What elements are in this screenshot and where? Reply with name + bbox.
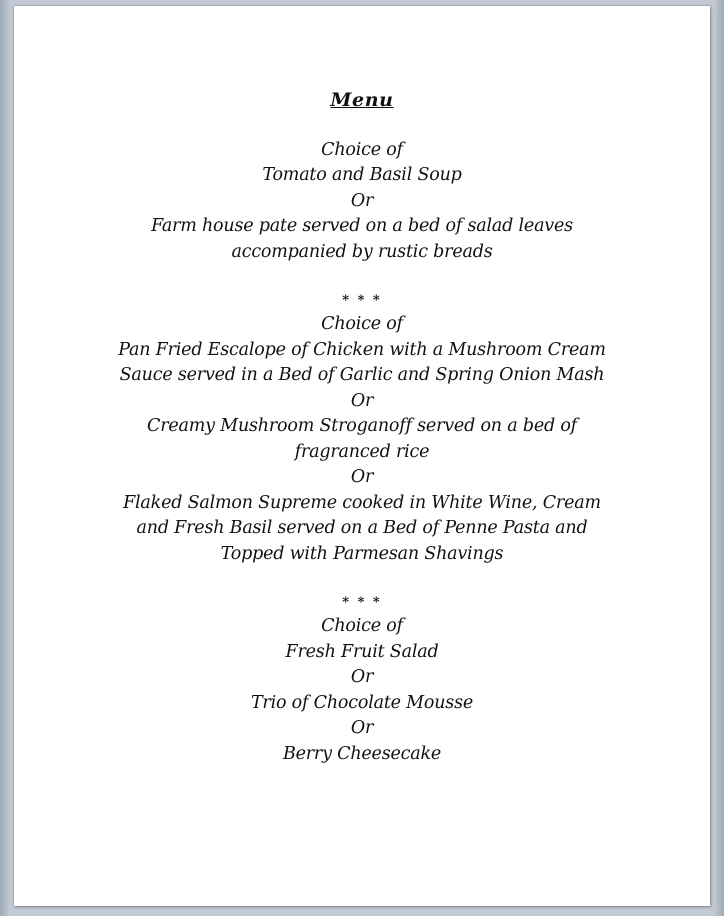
section-heading: Choice of bbox=[321, 314, 403, 334]
menu-item: Creamy Mushroom Stroganoff served on a bed of fragranced rice bbox=[147, 416, 577, 462]
menu-item: Berry Cheesecake bbox=[282, 743, 442, 764]
menu-title: Menu bbox=[330, 89, 394, 111]
or-divider: Or bbox=[350, 390, 374, 411]
or-divider: Or bbox=[350, 467, 374, 487]
menu-item: Farm house pate served on a bed of salad leaves accompanied by rustic breads bbox=[151, 216, 573, 262]
menu-content bbox=[14, 88, 710, 767]
menu-item: Trio of Chocolate Mousse bbox=[250, 692, 474, 713]
menu-section-starters bbox=[14, 138, 710, 266]
section-heading: Choice of bbox=[321, 139, 403, 160]
or-divider: Or bbox=[350, 718, 374, 738]
menu-item: Fresh Fruit Salad bbox=[285, 641, 439, 662]
or-divider: Or bbox=[350, 667, 374, 687]
menu-section-mains bbox=[14, 312, 710, 567]
menu-item: Tomato and Basil Soup bbox=[262, 165, 462, 185]
or-divider: Or bbox=[350, 190, 374, 211]
section-separator: * * * bbox=[342, 595, 382, 610]
section-heading: Choice of bbox=[321, 616, 403, 636]
menu-item: Flaked Salmon Supreme cooked in White Wine, Cream and Fresh Basil served on a Bed of Penne Pasta and Topped with Parmesan Shavings bbox=[123, 492, 601, 564]
section-separator: * * * bbox=[342, 293, 382, 308]
menu-section-desserts bbox=[14, 614, 710, 767]
menu-item: Pan Fried Escalope of Chicken with a Mushroom Cream Sauce served in a Bed of Garlic and Spring Onion Mash bbox=[118, 339, 606, 385]
document-page bbox=[14, 6, 710, 906]
